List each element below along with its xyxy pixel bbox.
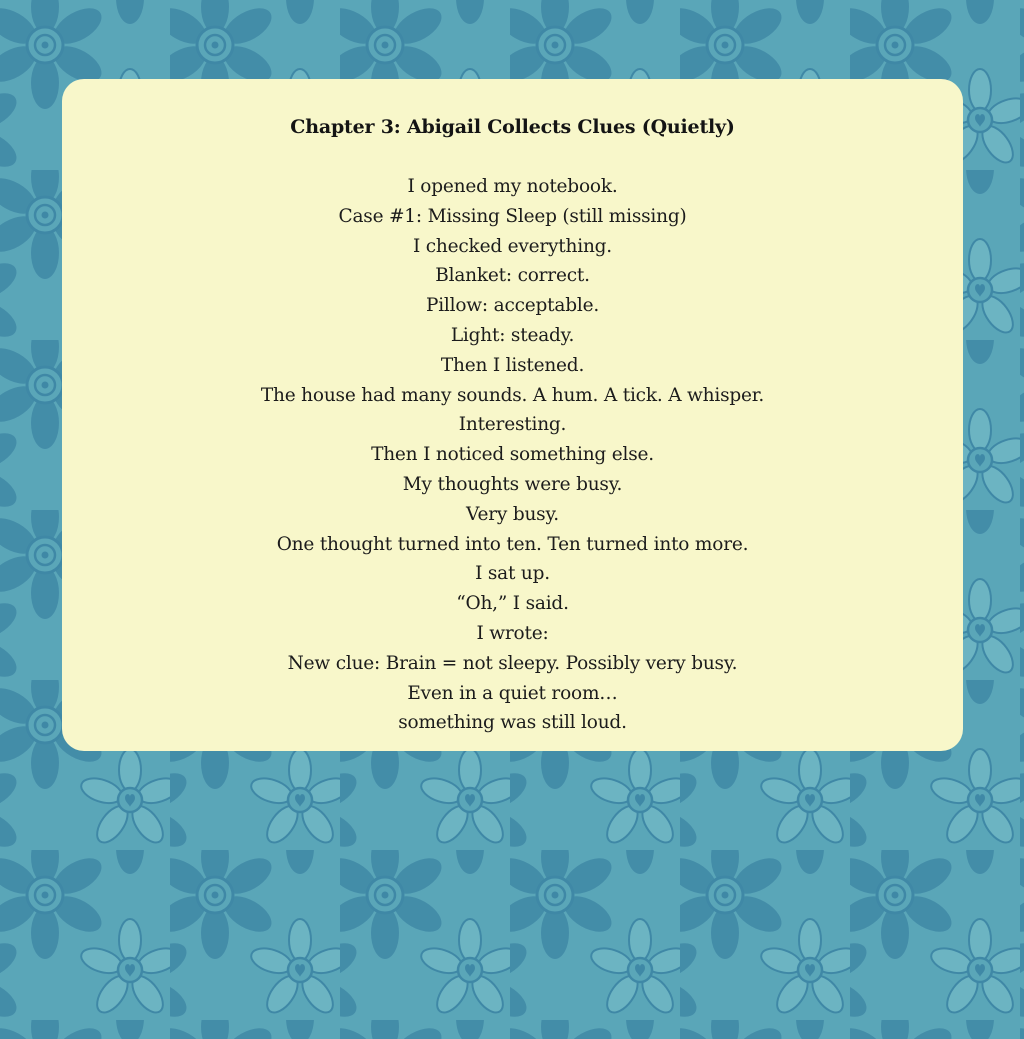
chapter-title: Chapter 3: Abigail Collects Clues (Quietly) bbox=[290, 116, 735, 138]
story-line: I checked everything. bbox=[412, 235, 612, 257]
story-line: “Oh,” I said. bbox=[456, 593, 569, 615]
story-line: Light: steady. bbox=[450, 324, 575, 346]
story-line: something was still loud. bbox=[398, 712, 627, 734]
story-line: I wrote: bbox=[476, 622, 549, 644]
story-line: Very busy. bbox=[466, 503, 559, 525]
story-line: Then I noticed something else. bbox=[371, 444, 654, 466]
story-line: Case #1: Missing Sleep (still missing) bbox=[338, 205, 687, 227]
story-line: I opened my notebook. bbox=[407, 176, 618, 197]
story-card bbox=[62, 79, 963, 751]
story-line: Pillow: acceptable. bbox=[425, 295, 600, 317]
story-text bbox=[62, 172, 963, 738]
story-line: One thought turned into ten. Ten turned into more. bbox=[276, 533, 749, 555]
story-line: I sat up. bbox=[475, 563, 550, 585]
story-line: New clue: Brain = not sleepy. Possibly very busy. bbox=[287, 652, 738, 674]
story-line: Interesting. bbox=[458, 414, 567, 436]
story-line: Blanket: correct. bbox=[435, 265, 590, 287]
story-line: My thoughts were busy. bbox=[402, 473, 623, 495]
story-line: The house had many sounds. A hum. A tick. A whisper. bbox=[260, 384, 765, 406]
story-line: Even in a quiet room… bbox=[407, 682, 618, 704]
story-line: Then I listened. bbox=[440, 354, 585, 376]
